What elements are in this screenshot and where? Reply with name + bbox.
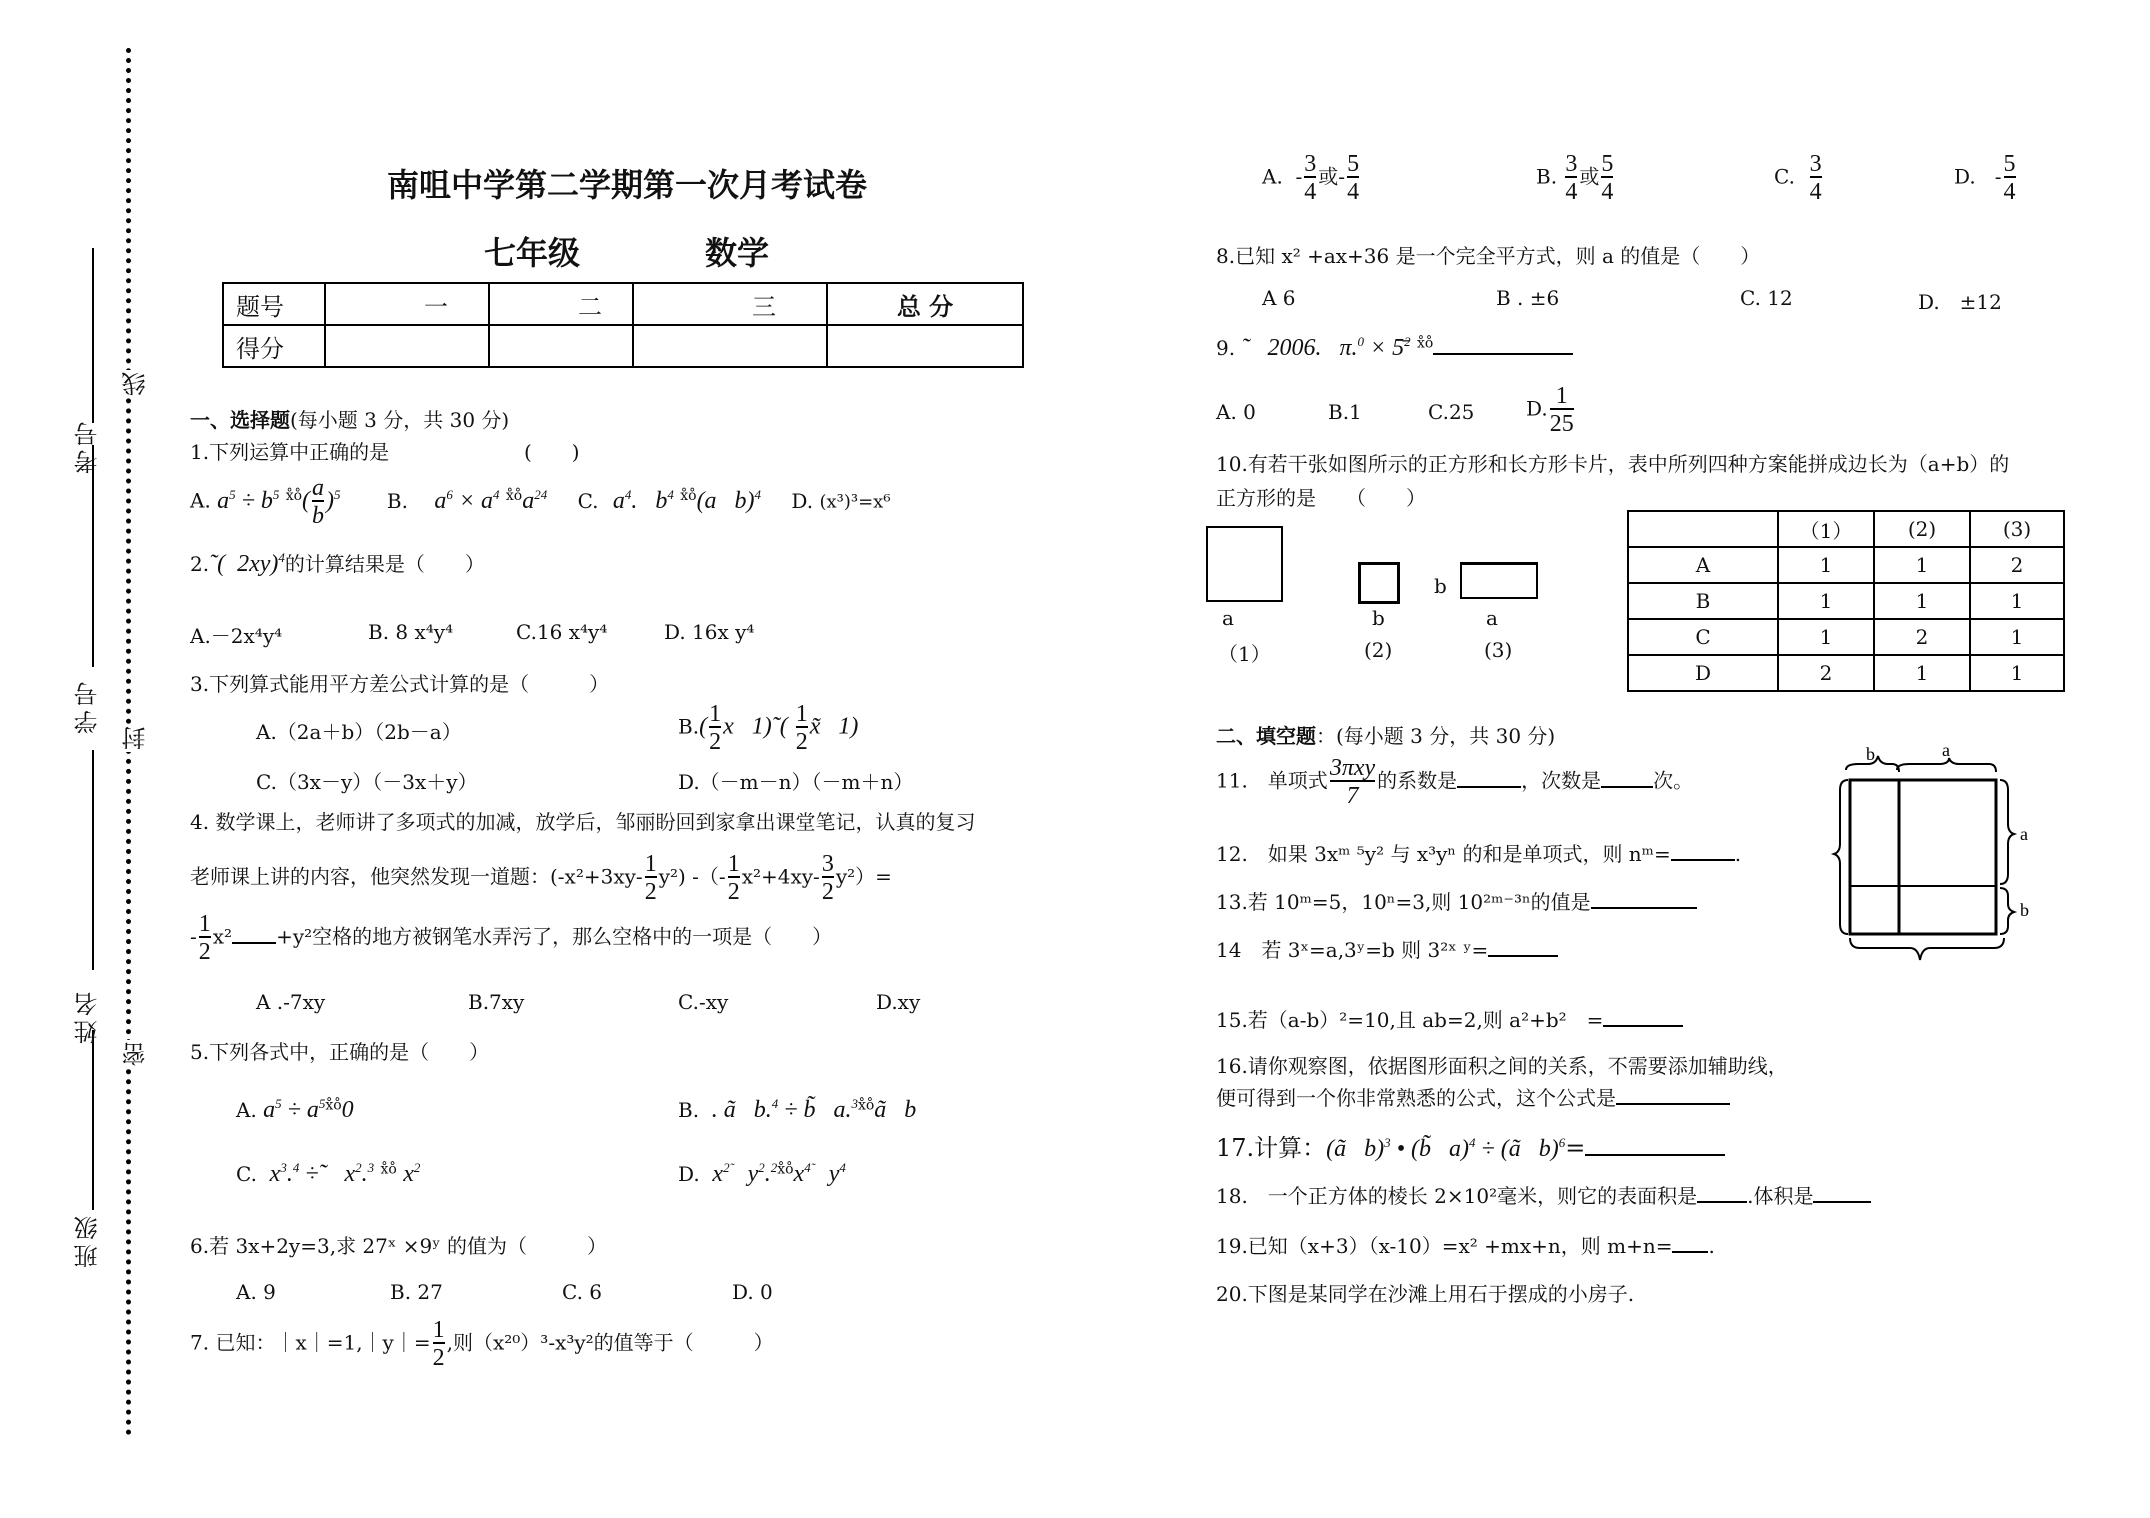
option-label: A. [1262,164,1283,189]
q5-option-c: C. $x^3.^4$ ÷˜ $x^2.^3$ $^{x̊o̊}$ $x^2$ [236,1160,421,1187]
q12: 12. 如果 3xᵐ ⁵y² 与 x³yⁿ 的和是单项式，则 nᵐ= . [1216,842,1742,866]
q4-line2-text: 老师课上讲的内容，他突然发现一道题： [190,864,550,889]
q6-stem: 6.若 3x+2y=3,求 27ˣ ×9ʸ 的值为（ ） [190,1234,608,1258]
q10-line2: 正方形的是 （ ） [1216,486,1426,510]
option-label: C. [236,1162,257,1186]
q4-line3-text: +y²空格的地方被钢笔水弄污了，那么空格中的一项是（ ） [276,924,833,949]
option-label: C. [577,488,599,513]
q12-blank[interactable] [1671,841,1735,861]
plan-cell: 2 [1778,655,1874,691]
q16-figure [1826,740,2076,968]
q7-option-b: B. $\frac{3}{4}$ 或 $\frac{5}{4}$ [1536,151,1614,205]
q1-answer-paren[interactable]: ( ) [524,440,580,464]
option-label: C. [1774,164,1795,189]
plan-header-cell: (2) [1874,511,1970,547]
field-line-exam-no [92,248,94,423]
seal-mark-secret: 密 [118,1040,153,1068]
figure-outer-square [1850,780,1996,934]
q18 [1216,1180,1871,1209]
field-label-class: 班级 [74,1212,102,1268]
plan-row [1628,547,2064,583]
figure-label-right-a: a [2020,824,2028,844]
q4-option-d: D.xy [876,990,921,1014]
q11-mid: 的系数是 [1377,768,1458,793]
q1-option-d-text: (x³)³=x⁶ [819,491,891,513]
plan-row [1628,583,2064,619]
q9-number: 9. [1216,336,1236,360]
q18-blank-volume[interactable] [1813,1183,1871,1203]
field-line-class [92,1030,94,1210]
plan-cell: 1 [1970,619,2064,655]
col-header: 总 分 [827,283,1023,325]
q6-option-b: B. 27 [390,1280,443,1304]
section2-note: ：(每小题 3 分，共 30 分) [1316,724,1556,748]
q14-text: 14 若 3ˣ=a,3ʸ=b 则 3²ˣ ʸ= [1216,938,1489,962]
q11-prefix: 11. 单项式 [1216,768,1328,793]
q9-option-d: D. $\frac{1}{25}$ [1526,383,1574,437]
q4-line1: 4. 数学课上，老师讲了多项式的加减，放学后，邹丽盼回到家拿出课堂笔记，认真的复习 [190,810,976,834]
q11-mid2: ，次数是 [1521,768,1602,793]
plan-header-row [1628,511,2064,547]
q16-line2-text: 便可得到一个你非常熟悉的公式，这个公式是 [1216,1086,1616,1110]
brace-right-b [2000,888,2014,934]
section1-heading [190,404,509,433]
card3-label: (3) [1484,638,1513,662]
q9-stem: 9. ˜ 2006. π.$^0$ × 5̄$^2$ $^{x̊o̊}$ [1216,334,1573,362]
card2-label: (2) [1364,638,1393,662]
q7-stem-suffix: ,则（x²⁰）³-x³y²的值等于（ ） [446,1330,774,1355]
col-header: 二 [489,283,633,325]
card3-side-a-label: a [1486,606,1498,630]
plan-header-cell: （1） [1778,511,1874,547]
q3-option-d: D.（－m－n）（－m＋n） [678,770,914,794]
q5-option-d: D. $x^{2̃}$ $y^2.^{2x̊o̊}x^{4̃}$ $y^4$ [678,1160,846,1187]
q14 [1216,934,1558,963]
plan-option: C [1628,619,1778,655]
q10-plan-table [1627,510,2065,692]
q19: 19.已知（x+3）（x-10）=x² +mx+n，则 m+n= . [1216,1234,1715,1258]
q20: 20.下图是某同学在沙滩上用石于摆成的小房子. [1216,1282,1635,1306]
exam-title: 南咀中学第二学期第一次月考试卷 [386,166,867,204]
plan-cell: 2 [1970,547,2064,583]
q3-option-c: C.（3x－y）（－3x＋y） [256,770,478,794]
q13-text: 13.若 10ᵐ=5，10ⁿ=3,则 10²ᵐ⁻³ⁿ的值是 [1216,890,1591,914]
option-label: B. [678,714,700,739]
card-rectangle [1460,562,1538,599]
field-label-student-no: 学号 [74,678,102,734]
score-cell[interactable] [489,325,633,367]
q14-blank[interactable] [1488,937,1558,957]
q5-option-b: B. . ã b.$^4$ ÷ b̃ a.$^{3x̊o̊}$ã b [678,1096,917,1123]
score-table-row [223,325,1023,367]
q7-option-a: A. - $\frac{3}{4}$ 或- $\frac{5}{4}$ [1262,151,1360,205]
card3-side-b-label: b [1434,574,1447,598]
q16-blank[interactable] [1616,1085,1730,1105]
q7-stem: 7. 已知：｜x｜=1,｜y｜= $\frac{1}{2}$ ,则（x²⁰）³-x³y²的值等于（ ） [190,1317,774,1371]
option-label: D. [678,1162,700,1186]
q4-option-b: B.7xy [468,990,525,1014]
q8-stem: 8.已知 x² +ax+36 是一个完全平方式，则 a 的值是（ ） [1216,244,1761,268]
q1-stem: 1.下列运算中正确的是 [190,440,390,464]
q17: 17.计算：(ã b)$^3$ • (b̃ a)$^4$ ÷ (ã b)$^6$= [1216,1128,1725,1163]
q4-option-c: C.-xy [678,990,729,1014]
brace-top-a [1897,758,1996,772]
option-label: B. [1536,164,1558,189]
brace-left [1834,780,1848,934]
plan-header-cell: (3) [1970,511,2064,547]
q2-option-b: B. 8 x⁴y⁴ [368,620,454,644]
q13 [1216,886,1697,915]
seal-mark-line: 线 [118,370,153,398]
q2-option-c: C.16 x⁴y⁴ [516,620,608,644]
q8-option-d: D. ±12 [1918,290,2002,314]
field-line-name [92,750,94,970]
row-label: 题号 [223,283,325,325]
q17-prefix: 17.计算： [1216,1134,1327,1162]
plan-cell: 1 [1874,583,1970,619]
field-label-name: 姓名 [74,988,102,1044]
q18-mid: .体积是 [1747,1184,1814,1208]
q10-line1: 10.有若干张如图所示的正方形和长方形卡片，表中所列四种方案能拼成边长为（a+b）的 [1216,452,2010,476]
or-word: 或 [1579,164,1600,189]
q9-option-c: C.25 [1428,400,1475,424]
brace-bottom [1850,938,2004,960]
q9-option-b: B.1 [1328,400,1362,424]
q11-suffix: 次。 [1653,768,1694,793]
q5-stem: 5.下列各式中，正确的是（ ） [190,1040,490,1064]
grade-label: 七年级 [484,234,581,272]
plan-cell: 1 [1778,619,1874,655]
q6-option-c: C. 6 [562,1280,603,1304]
or-word: 或- [1318,164,1346,189]
col-header: 三 [633,283,827,325]
q4-option-a: A .-7xy [256,990,326,1014]
q9-option-a: A. 0 [1216,400,1256,424]
figure-label-top-b: b [1866,744,1875,764]
q2-option-d: D. 16x y⁴ [664,620,755,644]
q17-blank[interactable] [1585,1136,1725,1156]
plan-cell: 1 [1970,655,2064,691]
q11: 11. 单项式 $\frac{\text{3πxy}}{7}$ 的系数是 ，次数是 次。 [1216,755,1694,809]
card1-side-label: a [1222,606,1234,630]
row-label: 得分 [223,325,325,367]
q13-blank[interactable] [1591,889,1697,909]
q1-options: A. $a^5 \div b^5$ $^{x̊o̊}$( $\frac{a}{b}$ )$^5$ B. $a^6 \times a^4$ $^{x̊o̊}a^{24}$ C. $a^4$. $b^4$ $^{x̊o̊}$(a b)$^4$ D. (x³)³=x⁶ [190,475,891,529]
q8-option-a: A 6 [1262,286,1296,310]
score-table [222,282,1024,368]
section2-title: 二、填空题 [1216,724,1316,748]
q16-line1: 16.请你观察图，依据图形面积之间的关系，不需要添加辅助线， [1216,1054,1788,1078]
seal-mark-seal: 封 [118,724,153,752]
brace-right-a [2000,780,2014,884]
plan-cell: 2 [1874,619,1970,655]
col-header: 一 [325,283,489,325]
q2-stem: 2.˜( 2xy)$^4$的计算结果是（ ） [190,550,485,577]
q11-blank-degree[interactable] [1601,768,1653,788]
q4-blank [232,924,276,944]
q3-option-b: B.( $\frac{1}{2}$ x 1)˜( $\frac{1}{2}$ x̃ 1) [678,701,859,755]
q19-text: 19.已知（x+3）（x-10）=x² +mx+n，则 m+n= [1216,1234,1673,1258]
plan-option: B [1628,583,1778,619]
card-small-square [1358,562,1400,604]
card2-side-label: b [1372,606,1385,630]
plan-cell: 1 [1970,583,2064,619]
option-label: B. [386,488,408,513]
q8-option-b: B . ±6 [1496,286,1560,310]
plan-row [1628,619,2064,655]
score-table-row [223,283,1023,325]
plan-cell: 1 [1778,547,1874,583]
q3-stem: 3.下列算式能用平方差公式计算的是（ ） [190,672,610,696]
option-label: D. [1526,396,1548,421]
plan-cell: 1 [1874,655,1970,691]
option-label: B. [678,1098,700,1122]
section2-heading [1216,720,1555,749]
q4-line3: - $\frac{1}{2}$ x² +y²空格的地方被钢笔水弄污了，那么空格中的一项是（ ） [190,911,833,965]
q2-option-a: A.－2x⁴y⁴ [190,624,283,648]
plan-header-cell [1628,511,1778,547]
q6-option-d: D. 0 [732,1280,773,1304]
q12-text: 12. 如果 3xᵐ ⁵y² 与 x³yⁿ 的和是单项式，则 nᵐ= [1216,842,1671,866]
plan-option: D [1628,655,1778,691]
q6-option-a: A. 9 [236,1280,276,1304]
score-cell[interactable] [633,325,827,367]
q15-text: 15.若（a-b）²=10,且 ab=2,则 a²+b² = [1216,1008,1604,1032]
card1-label: （1） [1218,642,1271,666]
q5-option-a: A. $a^5 \div a^{5x̊o̊}0$ [236,1096,354,1123]
option-label: D. [1954,164,1976,189]
q18-text: 18. 一个正方体的棱长 2×10²毫米，则它的表面积是 [1216,1184,1698,1208]
q9-answer-blank[interactable] [1433,335,1573,355]
q15 [1216,1004,1683,1033]
q16-line2 [1216,1082,1730,1111]
score-cell[interactable] [325,325,489,367]
option-label: A. [236,1098,257,1122]
q7-stem-prefix: 7. 已知：｜x｜=1,｜y｜= [190,1330,431,1355]
figure-label-right-b: b [2020,900,2029,920]
q18-blank-area[interactable] [1697,1183,1747,1203]
plan-option: A [1628,547,1778,583]
card-large-square [1206,526,1283,602]
plan-cell: 1 [1778,583,1874,619]
q4-line2: 老师课上讲的内容，他突然发现一道题：(-x²+3xy- $\frac{1}{2}$ y²) -（- $\frac{1}{2}$ x²+4xy- $\frac{3}{2}$ y²）= [190,851,892,905]
option-label: D. [791,488,814,513]
figure-label-top-a: a [1942,740,1950,760]
q8-option-c: C. 12 [1740,286,1793,310]
section1-title: 一、选择题 [190,408,290,432]
q19-blank[interactable] [1672,1233,1708,1253]
plan-cell: 1 [1874,547,1970,583]
q15-blank[interactable] [1603,1007,1683,1027]
plan-row [1628,655,2064,691]
q2-number: 2. [190,552,210,576]
section1-note: (每小题 3 分，共 30 分) [290,408,510,432]
field-line-student-no [92,445,94,667]
q7-option-d: D. - $\frac{5}{4}$ [1954,151,2016,205]
q3-option-a: A.（2a＋b）（2b－a） [256,720,462,744]
q2-stem-tail: 的计算结果是（ ） [284,552,485,576]
field-label-exam-no: 考号 [74,418,102,474]
score-cell[interactable] [827,325,1023,367]
q7-option-c: C. $\frac{3}{4}$ [1774,151,1822,205]
option-label: A. [190,488,211,513]
subject-label: 数学 [705,234,770,272]
q11-blank-coefficient[interactable] [1457,768,1521,788]
